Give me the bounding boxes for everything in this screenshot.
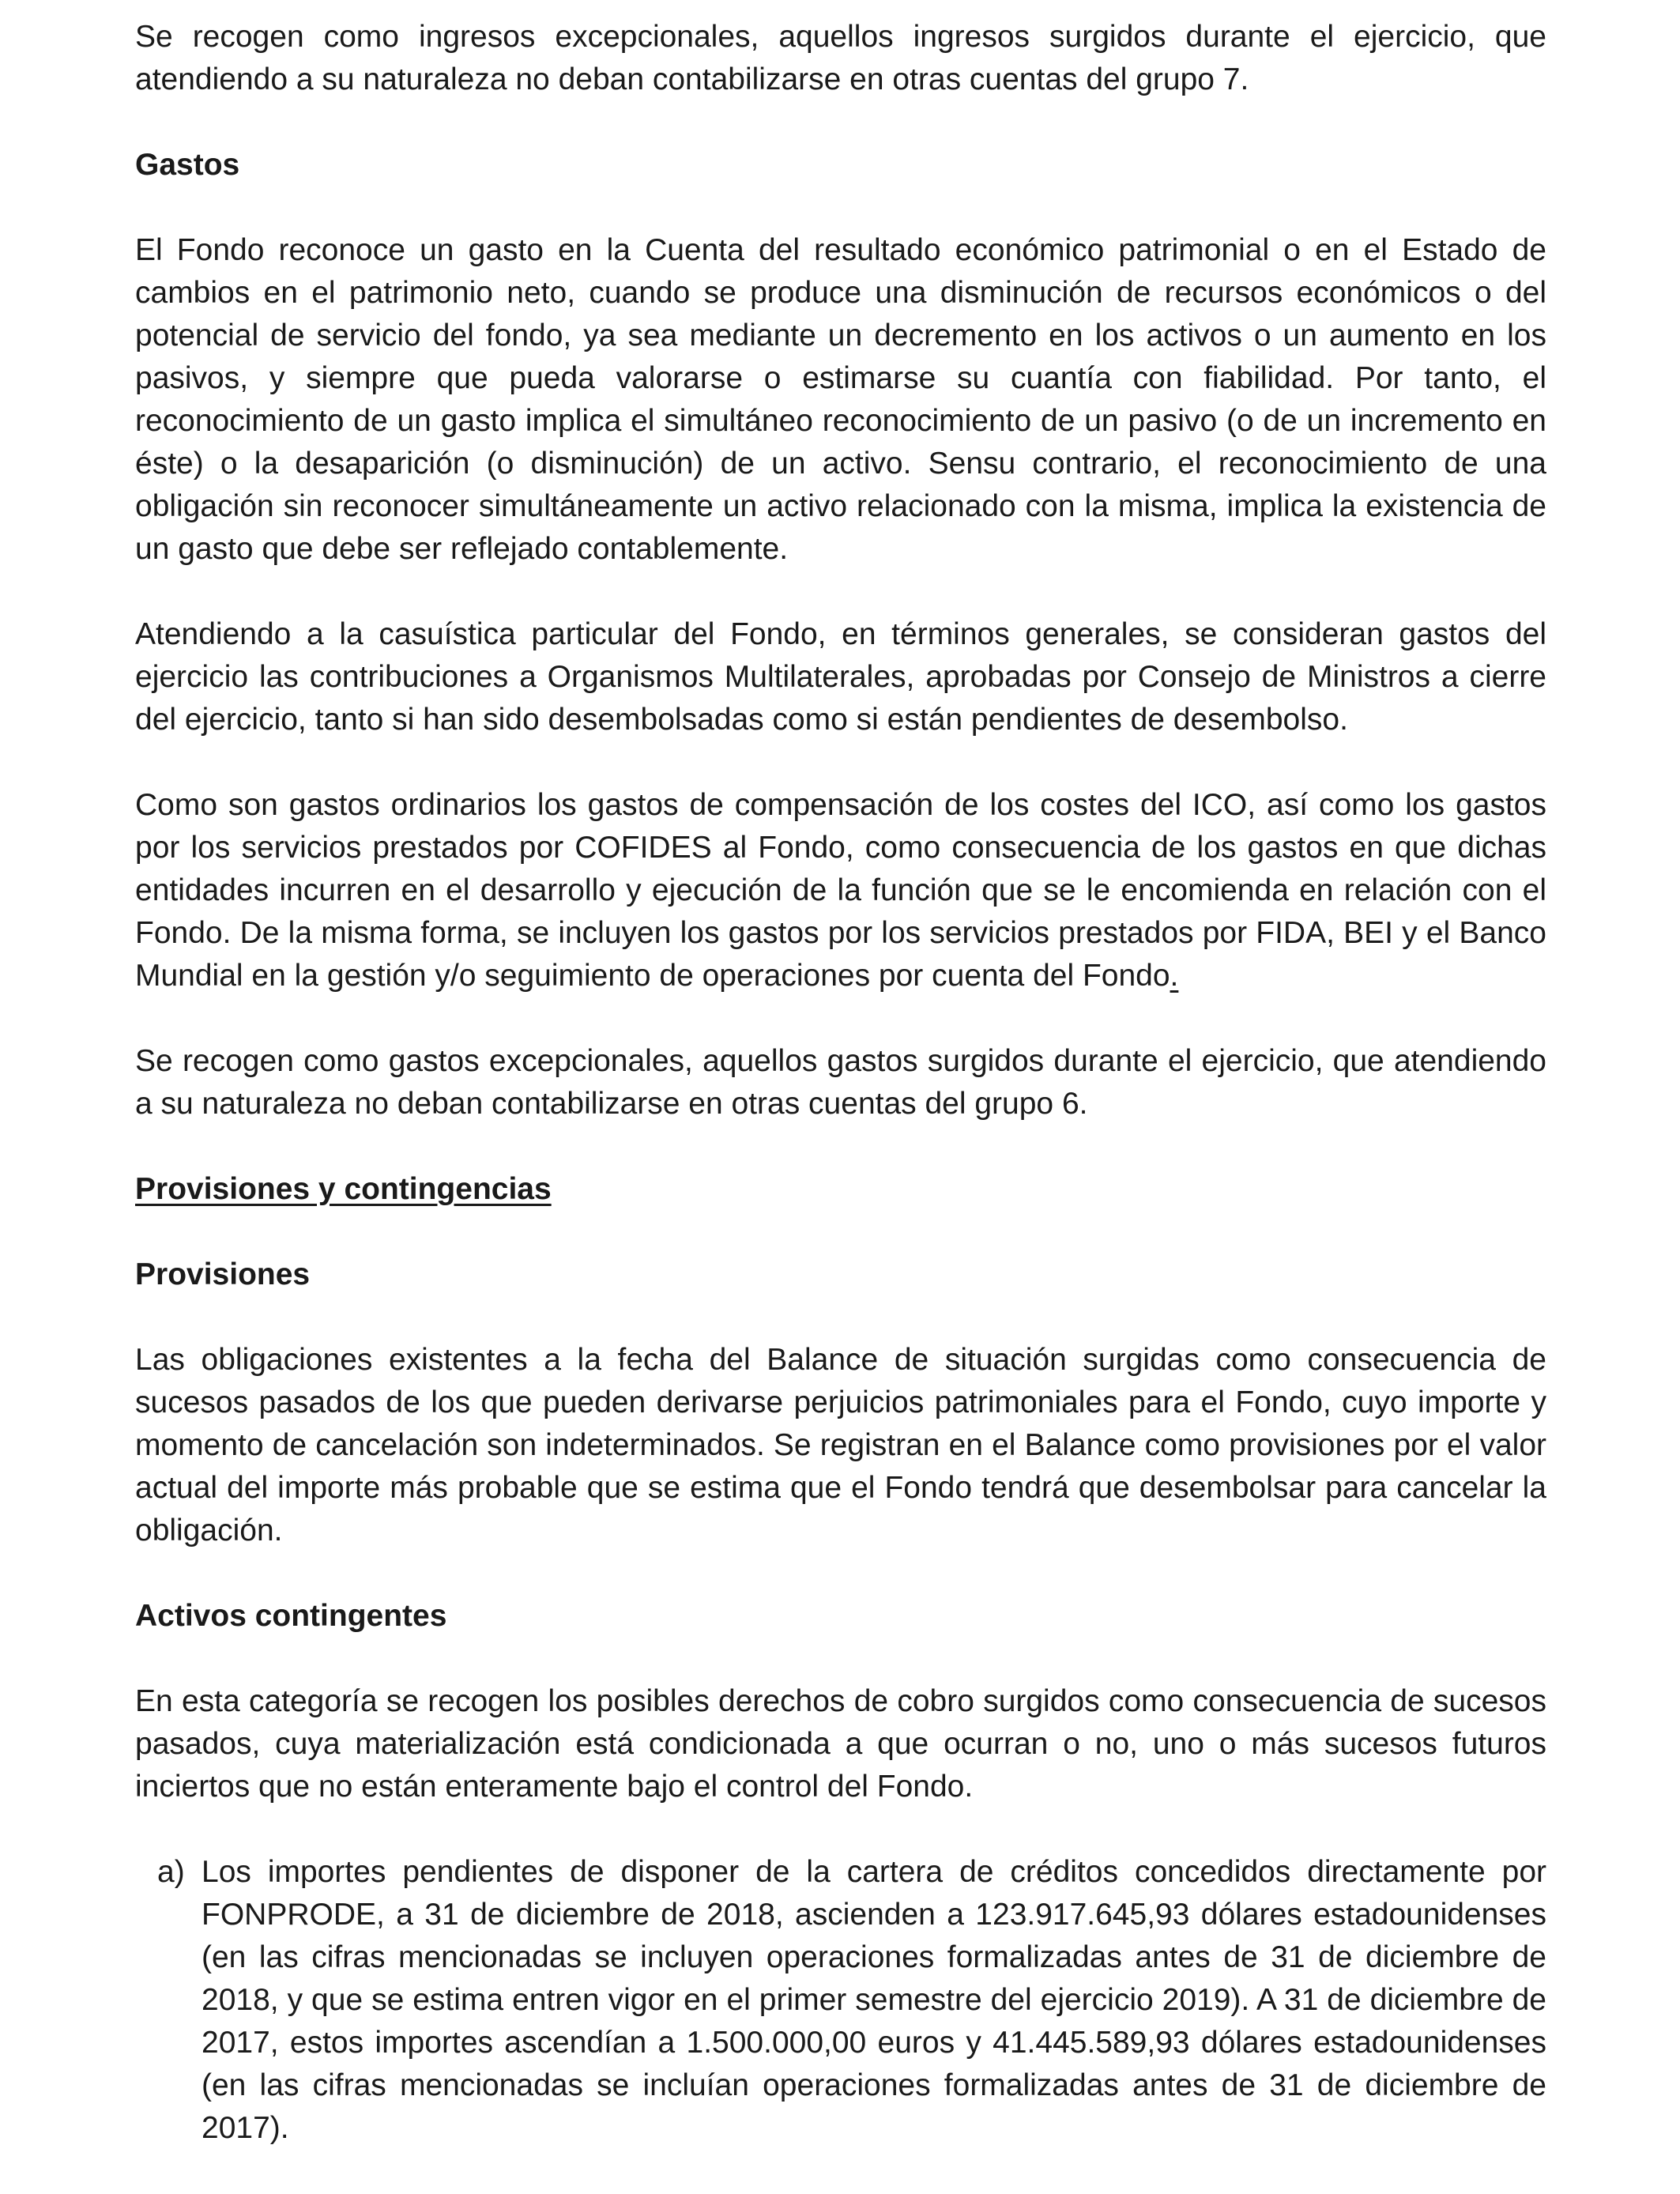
heading-provisiones-contingencias: Provisiones y contingencias	[135, 1172, 552, 1206]
paragraph-gastos-excepcionales: Se recogen como gastos excepcionales, aquellos gastos surgidos durante el ejercicio, que atendiendo a su naturaleza no deban contabilizarse en otras cuentas del grupo 6.	[135, 1044, 1546, 1121]
paragraph-gastos-reconocimiento: El Fondo reconoce un gasto en la Cuenta del resultado económico patrimonial o en el Estado de cambios en el patrimonio neto, cuando se produce una disminución de recursos económicos o del potencial de servicio del fondo, ya sea mediante un decremento en los activos o un aumento en los pasivos, y siempre que pueda valorarse o estimarse su cuantía con fiabilidad. Por tanto, el reconocimiento de un gasto implica el simultáneo reconocimiento de un pasivo (o de un incremento en éste) o la desaparición (o disminución) de un activo. Sensu contrario, el reconocimiento de una obligación sin reconocer simultáneamente un activo relacionado con la misma, implica la existencia de un gasto que debe ser reflejado contablemente.	[135, 233, 1546, 566]
paragraph-gastos-ordinarios-period: .	[1170, 959, 1179, 993]
heading-provisiones: Provisiones	[135, 1257, 311, 1291]
document-page	[135, 16, 1546, 2150]
paragraph-activos-contingentes: En esta categoría se recogen los posibles derechos de cobro surgidos como consecuencia de sucesos pasados, cuya materialización está condicionada a que ocurran o no, uno o más sucesos futuros inciertos que no están enteramente bajo el control del Fondo.	[135, 1684, 1546, 1804]
list-item-text: Los importes pendientes de disponer de la cartera de créditos concedidos directamente por FONPRODE, a 31 de diciembre de 2018, ascienden a 123.917.645,93 dólares estadounidenses (en las cifras mencionadas se incluyen operaciones formalizadas antes de 31 de diciembre de 2018, y que se estima entren vigor en el primer semestre del ejercicio 2019). A 31 de diciembre de 2017, estos importes ascendían a 1.500.000,00 euros y 41.445.589,93 dólares estadounidenses (en las cifras mencionadas se incluían operaciones formalizadas antes de 31 de diciembre de 2017).	[202, 1855, 1546, 2145]
list-activos-contingentes	[135, 1851, 1546, 2150]
list-item-marker: a)	[157, 1855, 185, 1889]
paragraph-gastos-ordinarios-text: Como son gastos ordinarios los gastos de compensación de los costes del ICO, así como los gastos por los servicios prestados por COFIDES al Fondo, como consecuencia de los gastos en que dichas entidades incurren en el desarrollo y ejecución de la función que se le encomienda en relación con el Fondo. De la misma forma, se incluyen los gastos por los servicios prestados por FIDA, BEI y el Banco Mundial en la gestión y/o seguimiento de operaciones por cuenta del Fondo	[135, 788, 1546, 993]
paragraph-ingresos-excepcionales: Se recogen como ingresos excepcionales, aquellos ingresos surgidos durante el ejercicio, que atendiendo a su naturaleza no deban contabilizarse en otras cuentas del grupo 7.	[135, 20, 1546, 96]
paragraph-gastos-casuistica: Atendiendo a la casuística particular del Fondo, en términos generales, se consideran gastos del ejercicio las contribuciones a Organismos Multilaterales, aprobadas por Consejo de Ministros a cierre del ejercicio, tanto si han sido desembolsadas como si están pendientes de desembolso.	[135, 617, 1546, 737]
heading-gastos: Gastos	[135, 148, 240, 182]
list-item	[135, 1851, 1546, 2150]
heading-activos-contingentes: Activos contingentes	[135, 1599, 447, 1633]
paragraph-gastos-ordinarios	[135, 784, 1546, 997]
paragraph-provisiones: Las obligaciones existentes a la fecha del Balance de situación surgidas como consecuencia de sucesos pasados de los que pueden derivarse perjuicios patrimoniales para el Fondo, cuyo importe y momento de cancelación son indeterminados. Se registran en el Balance como provisiones por el valor actual del importe más probable que se estima que el Fondo tendrá que desembolsar para cancelar la obligación.	[135, 1343, 1546, 1547]
